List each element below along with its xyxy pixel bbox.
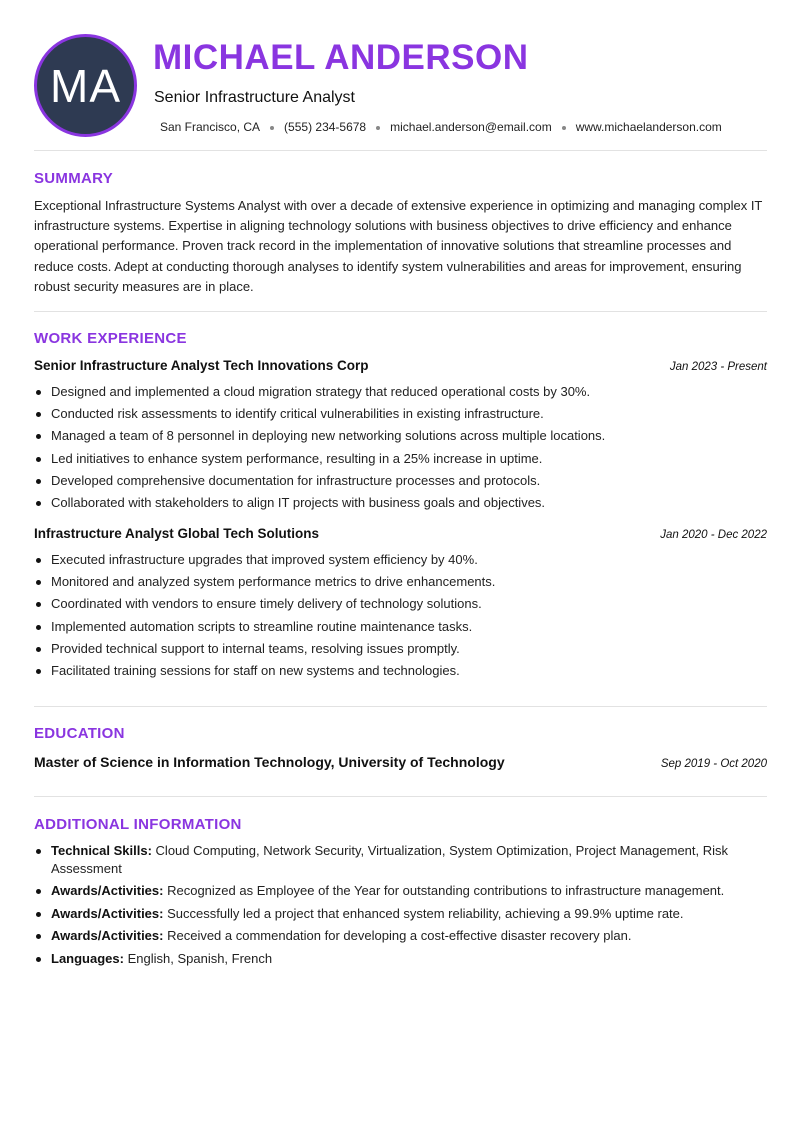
section-divider bbox=[34, 706, 767, 707]
job-header bbox=[34, 358, 767, 373]
job-title: Senior Infrastructure Analyst Tech Innovations Corp bbox=[34, 358, 369, 373]
job-date: Jan 2020 - Dec 2022 bbox=[660, 529, 767, 541]
section-divider bbox=[34, 796, 767, 797]
list-item: Coordinated with vendors to ensure timely delivery of technology solutions. bbox=[34, 593, 767, 615]
info-text: Cloud Computing, Network Security, Virtualization, System Optimization, Project Management, Risk Assessment bbox=[51, 843, 729, 876]
job-title: Infrastructure Analyst Global Tech Solutions bbox=[34, 526, 320, 541]
work-experience-heading: WORK EXPERIENCE bbox=[34, 330, 187, 347]
list-item bbox=[34, 905, 767, 923]
list-item: Executed infrastructure upgrades that improved system efficiency by 40%. bbox=[34, 549, 767, 571]
list-item bbox=[34, 950, 767, 968]
info-text: Received a commendation for developing a cost-effective disaster recovery plan. bbox=[167, 928, 632, 944]
bullet-separator bbox=[376, 126, 380, 130]
candidate-title: Senior Infrastructure Analyst bbox=[154, 89, 355, 106]
list-item: Led initiatives to enhance system performance, resulting in a 25% increase in uptime. bbox=[34, 448, 767, 470]
list-item: Developed comprehensive documentation for infrastructure processes and protocols. bbox=[34, 470, 767, 492]
list-item: Collaborated with stakeholders to align IT projects with business goals and objectives. bbox=[34, 492, 767, 514]
education-heading: EDUCATION bbox=[34, 725, 125, 742]
list-item: Facilitated training sessions for staff on new systems and technologies. bbox=[34, 660, 767, 682]
education-date: Sep 2019 - Oct 2020 bbox=[660, 758, 767, 770]
list-item: Monitored and analyzed system performance metrics to drive enhancements. bbox=[34, 571, 767, 593]
job-bullets bbox=[34, 381, 767, 514]
summary-text: Exceptional Infrastructure Systems Analyst with over a decade of extensive experience in optimizing and managing complex IT infrastructure systems. Expertise in aligning technology solutions with business objectives to drive efficiency and enhance operational performance. Proven track record in the implementation of innovative solutions that streamline processes and reduce costs. Adept at conducting thorough analyses to identify system vulnerabilities and areas for improvement, ensuring robust security measures are in place. bbox=[34, 198, 763, 294]
bullet-separator bbox=[270, 126, 274, 130]
job-bullets bbox=[34, 549, 767, 682]
section-divider bbox=[34, 150, 767, 151]
resume-header bbox=[0, 0, 800, 150]
info-label: Languages: bbox=[51, 950, 124, 966]
bullet-separator bbox=[562, 126, 566, 130]
info-label: Awards/Activities: bbox=[51, 928, 164, 944]
list-item bbox=[34, 842, 767, 878]
list-item: Implemented automation scripts to streamline routine maintenance tasks. bbox=[34, 616, 767, 638]
info-label: Awards/Activities: bbox=[51, 905, 164, 921]
contact-line bbox=[160, 120, 722, 134]
contact-location: San Francisco, CA bbox=[160, 120, 261, 134]
info-label: Technical Skills: bbox=[51, 843, 152, 858]
list-item: Managed a team of 8 personnel in deploying new networking solutions across multiple locations. bbox=[34, 425, 767, 447]
job-header bbox=[34, 526, 767, 541]
degree-title: Master of Science in Information Technology, University of Technology bbox=[34, 754, 505, 770]
additional-info-list bbox=[34, 842, 767, 972]
list-item: Provided technical support to internal teams, resolving issues promptly. bbox=[34, 638, 767, 660]
info-text: English, Spanish, French bbox=[127, 950, 273, 966]
avatar: MA bbox=[34, 34, 137, 137]
info-label: Awards/Activities: bbox=[51, 883, 164, 899]
info-text: Recognized as Employee of the Year for outstanding contributions to infrastructure management. bbox=[167, 883, 725, 899]
list-item: Conducted risk assessments to identify critical vulnerabilities in existing infrastructure. bbox=[34, 403, 767, 425]
list-item: Designed and implemented a cloud migration strategy that reduced operational costs by 30%. bbox=[34, 381, 767, 403]
contact-phone: (555) 234-5678 bbox=[284, 120, 367, 134]
list-item bbox=[34, 927, 767, 945]
summary-heading: SUMMARY bbox=[34, 170, 114, 187]
list-item bbox=[34, 882, 767, 900]
section-divider bbox=[34, 311, 767, 312]
candidate-name: MICHAEL ANDERSON bbox=[153, 38, 529, 77]
additional-info-heading: ADDITIONAL INFORMATION bbox=[34, 816, 242, 833]
contact-email[interactable]: michael.anderson@email.com bbox=[390, 120, 552, 134]
job-date: Jan 2023 - Present bbox=[669, 361, 767, 373]
info-text: Successfully led a project that enhanced system reliability, achieving a 99.9% uptime rate. bbox=[167, 905, 684, 921]
education-entry bbox=[34, 754, 767, 770]
contact-website[interactable]: www.michaelanderson.com bbox=[575, 120, 722, 134]
